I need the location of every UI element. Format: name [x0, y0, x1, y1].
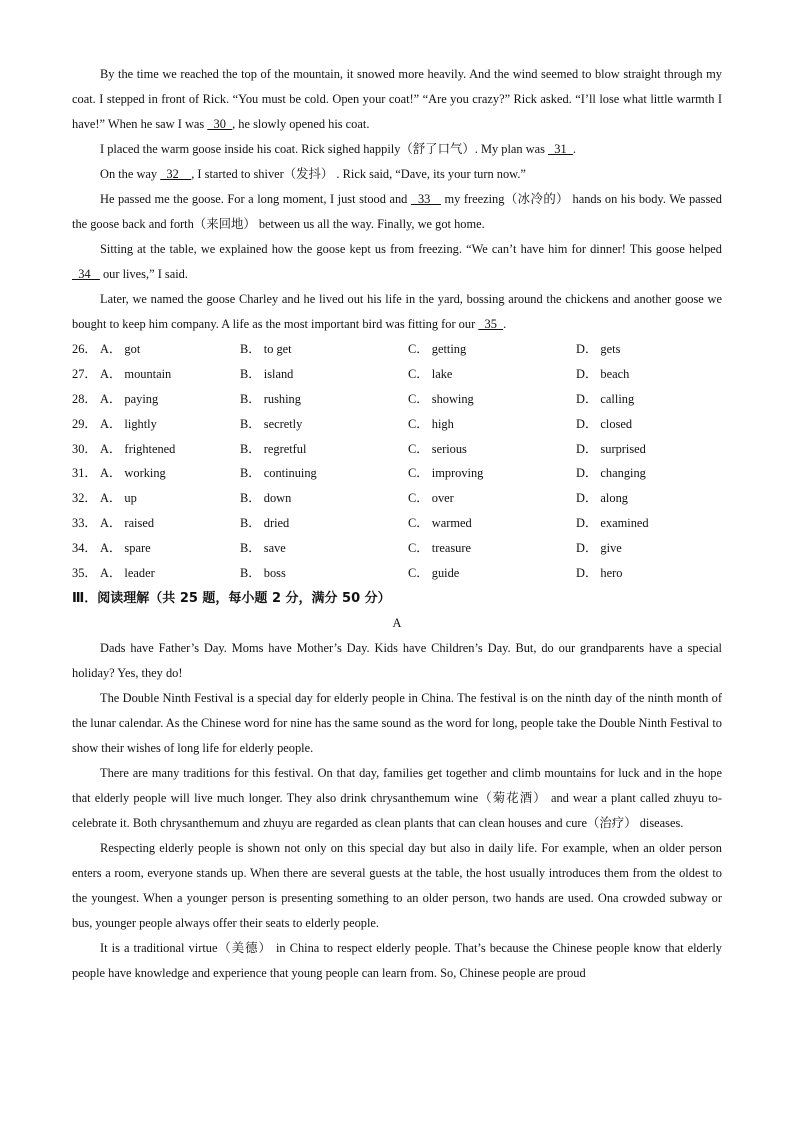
option-d: D． calling: [576, 391, 635, 406]
option-c: C． getting: [408, 342, 467, 356]
question-row: [72, 412, 722, 437]
option-c: C． lake: [408, 366, 453, 381]
question-row: [72, 437, 722, 462]
blank-35: 35: [478, 317, 504, 331]
question-row: [72, 362, 722, 387]
option-b: B． island: [240, 366, 294, 381]
option-c: C． treasure: [408, 541, 471, 556]
option-b: B． down: [240, 491, 292, 506]
question-number: 30．: [72, 441, 97, 456]
cloze-paragraph: Sitting at the table, we explained how the goose kept us from freezing. “We can’t have him for dinner! This goose helped 34 our lives,” I said.: [72, 242, 722, 281]
option-d: D． hero: [576, 566, 623, 581]
cloze-paragraph: Later, we named the goose Charley and he lived out his life in the yard, bossing around the chickens and another goose we bought to keep him company. A life as the most important bird was fitting for our 35 .: [72, 292, 722, 331]
question-number: 26．: [72, 342, 97, 356]
option-a: A． raised: [100, 516, 155, 531]
option-a: A． leader: [100, 566, 155, 581]
option-b: B． secretly: [240, 416, 303, 431]
option-d: D． along: [576, 491, 628, 506]
option-d: D． examined: [576, 516, 649, 531]
reading-paragraph: Respecting elderly people is shown not only on this special day but also in daily life. For example, when an older person enters a room, everyone stands up. When there are several guests at the table, the host usually introduces them from the oldest to the youngest. When a younger person is presenting something to an older person, two hands are used. Ona crowded subway or bus, younger people always offer their seats to elderly people.: [72, 840, 722, 930]
question-number: 33．: [72, 516, 97, 531]
question-number: 32．: [72, 491, 97, 506]
question-number: 31．: [72, 466, 97, 481]
passage-label: A: [392, 615, 402, 630]
option-b: B． save: [240, 541, 286, 556]
option-c: C． over: [408, 491, 454, 506]
option-a: A． spare: [100, 541, 151, 556]
option-b: B． regretful: [240, 441, 307, 456]
reading-paragraph: Dads have Father’s Day. Moms have Mother’s Day. Kids have Children’s Day. But, do our grandparents have a special holiday? Yes, they do!: [72, 640, 722, 680]
section-heading: Ⅲ．阅读理解（共 25 题，每小题 2 分，满分 50 分）: [72, 590, 391, 606]
blank-32: 32: [160, 167, 192, 181]
option-a: A． up: [100, 491, 137, 506]
blank-30: 30: [207, 117, 233, 131]
option-a: A． frightened: [100, 441, 176, 456]
question-row: [72, 461, 722, 486]
option-a: A． working: [100, 466, 166, 481]
question-number: 34．: [72, 541, 97, 556]
question-row: [72, 536, 722, 561]
question-row: [72, 561, 722, 586]
option-b: B． rushing: [240, 391, 301, 406]
cloze-paragraph: He passed me the goose. For a long moment, I just stood and 33 my freezing（冰冷的） hands on his body. We passed the goose back and forth（来回地） between us all the way. Finally, we got home.: [72, 192, 722, 231]
option-d: D． give: [576, 541, 622, 556]
option-d: D． closed: [576, 416, 633, 431]
option-b: B． boss: [240, 566, 286, 581]
option-c: C． guide: [408, 566, 460, 581]
option-b: B． to get: [240, 342, 292, 356]
question-number: 28．: [72, 391, 97, 406]
question-number: 29．: [72, 416, 97, 431]
question-number: 35．: [72, 566, 97, 581]
option-a: A． mountain: [100, 366, 172, 381]
option-c: C． improving: [408, 466, 484, 481]
reading-paragraph: The Double Ninth Festival is a special day for elderly people in China. The festival is on the ninth day of the ninth month of the lunar calendar. As the Chinese word for nine has the same sound as the word for long, people take the Double Ninth Festival to show their wishes of long life for elderly people.: [72, 690, 722, 755]
option-d: D． surprised: [576, 441, 646, 456]
option-d: D． gets: [576, 342, 621, 356]
option-a: A． got: [100, 342, 141, 356]
question-row: [72, 486, 722, 511]
cloze-paragraph: By the time we reached the top of the mountain, it snowed more heavily. And the wind seemed to blow straight through my coat. I stepped in front of Rick. “You must be cold. Open your coat!” “Are you crazy?” Rick asked. “I’ll lose what little warmth I have!” When he saw I was 30 , he slowly opened his coat.: [72, 67, 722, 131]
option-b: B． continuing: [240, 466, 317, 481]
option-c: C． warmed: [408, 516, 472, 531]
option-d: D． beach: [576, 366, 630, 381]
option-a: A． paying: [100, 391, 159, 406]
option-b: B． dried: [240, 516, 290, 531]
blank-33: 33: [410, 192, 441, 206]
option-c: C． serious: [408, 441, 467, 456]
blank-31: 31: [548, 142, 573, 156]
blank-34: 34: [72, 267, 100, 281]
cloze-paragraph: I placed the warm goose inside his coat. Rick sighed happily（舒了口气）. My plan was 31 .: [100, 142, 576, 156]
reading-paragraph: There are many traditions for this festival. On that day, families get together and climb mountains for luck and in the hope that elderly people will live much longer. They also drink chrysanthemum wine（菊花酒） and wear a plant called zhuyu to- celebrate it. Both chrysanthemum and zhuyu are regarded as clean plants that can clean houses and cure（治疗） diseases.: [72, 765, 722, 830]
question-row: [72, 511, 722, 536]
option-c: C． showing: [408, 391, 474, 406]
question-row: [72, 387, 722, 412]
question-row: [72, 337, 722, 362]
question-number: 27．: [72, 366, 97, 381]
option-d: D． changing: [576, 466, 646, 481]
option-c: C． high: [408, 416, 454, 431]
passage-reading-a: [72, 636, 722, 986]
question-options: [72, 337, 722, 586]
cloze-paragraph: On the way 32 , I started to shiver（发抖） . Rick said, “Dave, its your turn now.”: [100, 167, 526, 181]
passage-cloze: [72, 62, 722, 337]
option-a: A． lightly: [100, 416, 157, 431]
document-page: [72, 62, 722, 986]
reading-paragraph: It is a traditional virtue（美德） in China to respect elderly people. That’s because the Chinese people know that elderly people have knowledge and experience that young people can learn from. So, Chinese people are proud: [72, 940, 722, 980]
